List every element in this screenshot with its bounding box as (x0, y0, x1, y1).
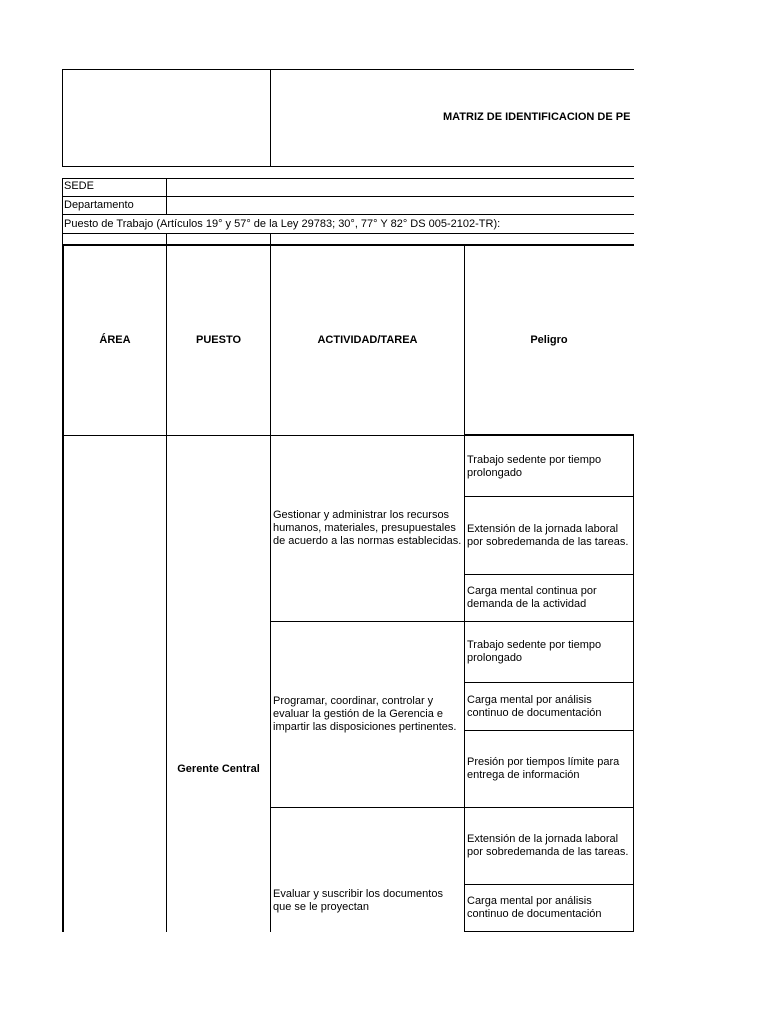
departamento-label: Departamento (64, 199, 134, 211)
page-title: MATRIZ DE IDENTIFICACION DE PE (443, 111, 631, 123)
hazard-cell: Extensión de la jornada laboral por sobredemanda de las tareas. (467, 522, 629, 548)
activity-cell: Evaluar y suscribir los documentos que se le proyectan (273, 888, 443, 913)
header-actividad: ACTIVIDAD/TAREA (317, 334, 418, 346)
hazard-cell: Presión por tiempos límite para entrega de información (467, 756, 620, 781)
hazard-cell: Trabajo sedente por tiempo prolongado (467, 639, 602, 664)
departamento-value-field[interactable] (167, 197, 634, 214)
activity-cell: Gestionar y administrar los recursos humanos, materiales, presupuestales de acuerdo a las normas establecidas. (273, 509, 462, 547)
hazard-cell: Carga mental por análisis continuo de documentación (467, 895, 602, 920)
activity-cell: Programar, coordinar, controlar y evaluar la gestión de la Gerencia e impartir las disposiciones pertinentes. (273, 695, 457, 733)
hazard-cell: Carga mental continua por demanda de la actividad (467, 585, 597, 610)
sede-value-field[interactable] (167, 179, 634, 196)
title-top-border (270, 69, 634, 70)
hazard-cell: Trabajo sedente por tiempo prolongado (467, 453, 602, 479)
header-puesto: PUESTO (195, 334, 242, 346)
header-peligro: Peligro (530, 334, 568, 346)
sede-label: SEDE (64, 180, 94, 192)
puesto-trabajo-label: Puesto de Trabajo (Artículos 19° y 57° de la Ley 29783; 30°, 77° Y 82° DS 005-2102-TR): (64, 218, 501, 230)
hazard-cell: Carga mental por análisis continuo de documentación (467, 693, 602, 719)
header-area: ÁREA (99, 334, 131, 346)
puesto-value: Gerente Central (177, 762, 260, 775)
title-bottom-border (270, 166, 634, 167)
hazard-cell: Extensión de la jornada laboral por sobredemanda de las tareas. (467, 833, 629, 858)
logo-box (62, 69, 271, 167)
